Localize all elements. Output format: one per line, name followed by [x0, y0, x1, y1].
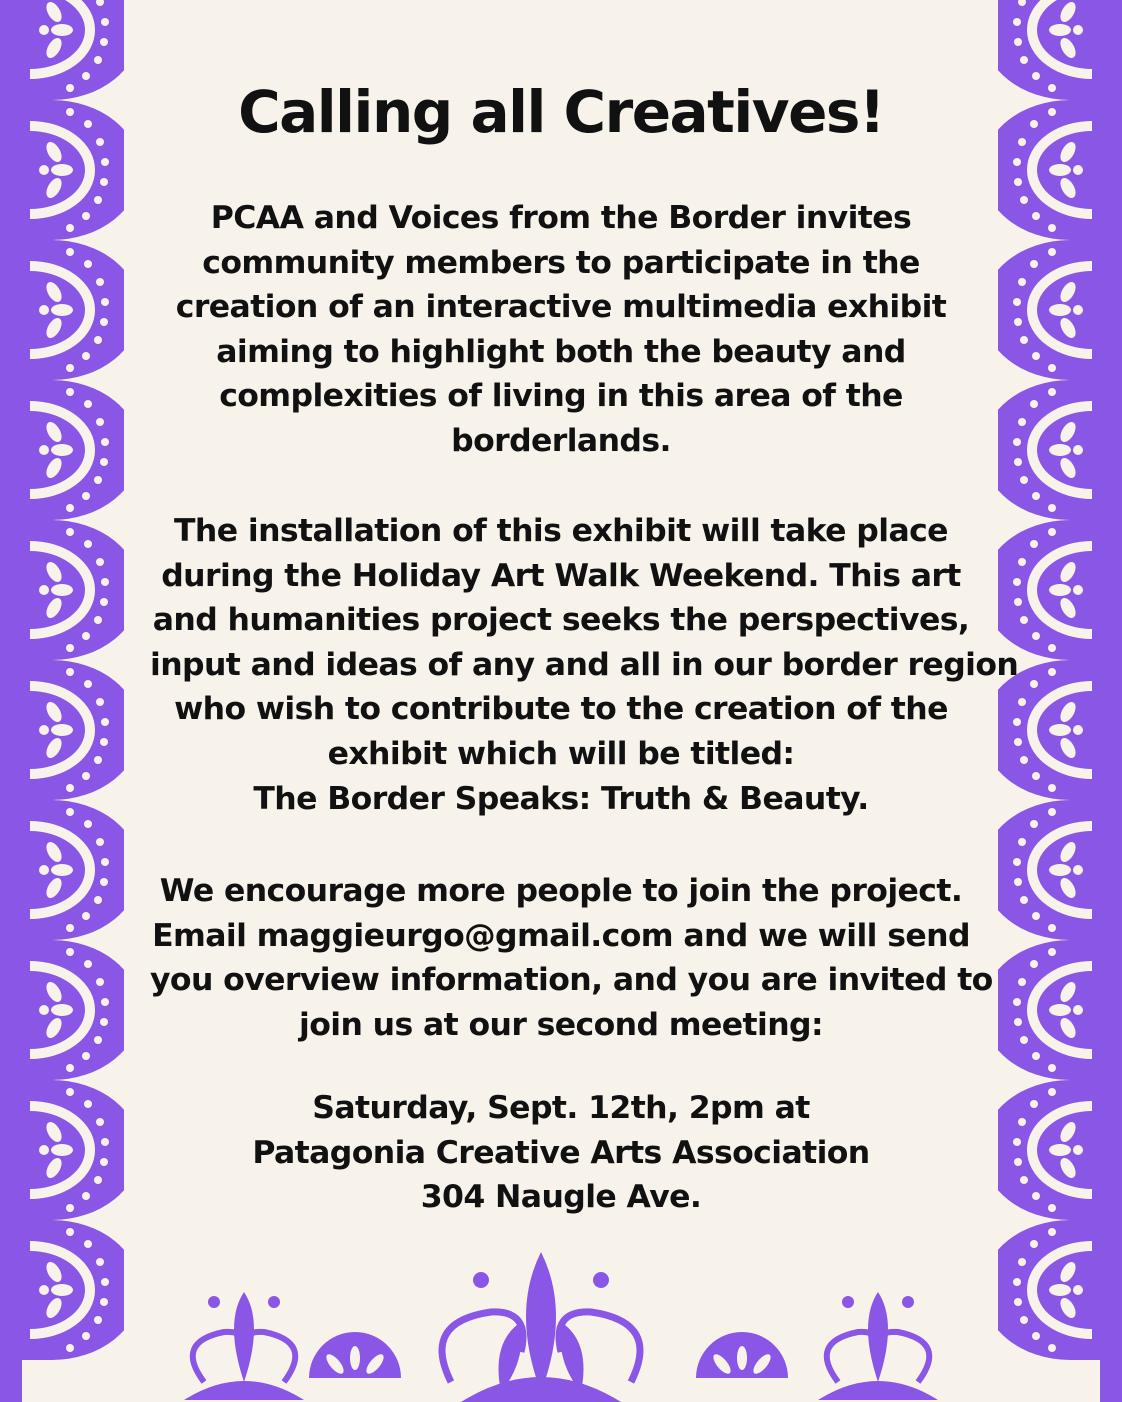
flourish-icon	[442, 1252, 640, 1402]
text-line: exhibit which will be titled:	[327, 735, 795, 772]
text-line: borderlands.	[451, 422, 671, 459]
invitation-paragraph	[150, 869, 993, 1047]
text-line: aiming to highlight both the beauty and	[216, 333, 906, 370]
meeting-address: 304 Naugle Ave.	[420, 1179, 702, 1216]
page-title: Calling all Creatives!	[238, 78, 884, 146]
exhibit-title-line: The Border Speaks: Truth & Beauty.	[253, 780, 869, 817]
intro-paragraph	[150, 196, 972, 464]
text-line: and humanities project seeks the perspectives,	[152, 602, 970, 639]
text-line: The installation of this exhibit will take place	[174, 513, 948, 549]
text-line: PCAA and Voices from the Border invites	[210, 200, 912, 236]
left-papel-picado-border-icon	[0, 0, 124, 1402]
bottom-ornament-row	[124, 1240, 998, 1402]
flourish-icon	[818, 1292, 938, 1400]
text-line: We encourage more people to join the project.	[159, 873, 963, 909]
flourish-icon	[184, 1292, 304, 1400]
meeting-date: Saturday, Sept. 12th, 2pm at	[312, 1090, 810, 1126]
meeting-venue: Patagonia Creative Arts Association	[252, 1134, 870, 1171]
installation-paragraph	[150, 509, 1019, 821]
email-line: Email maggieurgo@gmail.com and we will send	[152, 917, 970, 954]
text-line: during the Holiday Art Walk Weekend. This art	[161, 557, 961, 594]
fan-flower-icon	[696, 1332, 788, 1378]
text-line: you overview information, and you are invited to	[150, 962, 993, 999]
fan-flower-icon	[309, 1332, 401, 1378]
right-papel-picado-border-icon	[998, 0, 1122, 1402]
text-line: join us at our second meeting:	[299, 1006, 823, 1043]
text-line: complexities of living in this area of the	[219, 378, 903, 415]
text-line: community members to participate in the	[202, 244, 920, 281]
meeting-details	[150, 1086, 972, 1220]
text-line: input and ideas of any and all in our border region	[150, 646, 1019, 683]
text-line: creation of an interactive multimedia exhibit	[175, 289, 947, 326]
text-line: who wish to contribute to the creation of the	[174, 691, 948, 728]
